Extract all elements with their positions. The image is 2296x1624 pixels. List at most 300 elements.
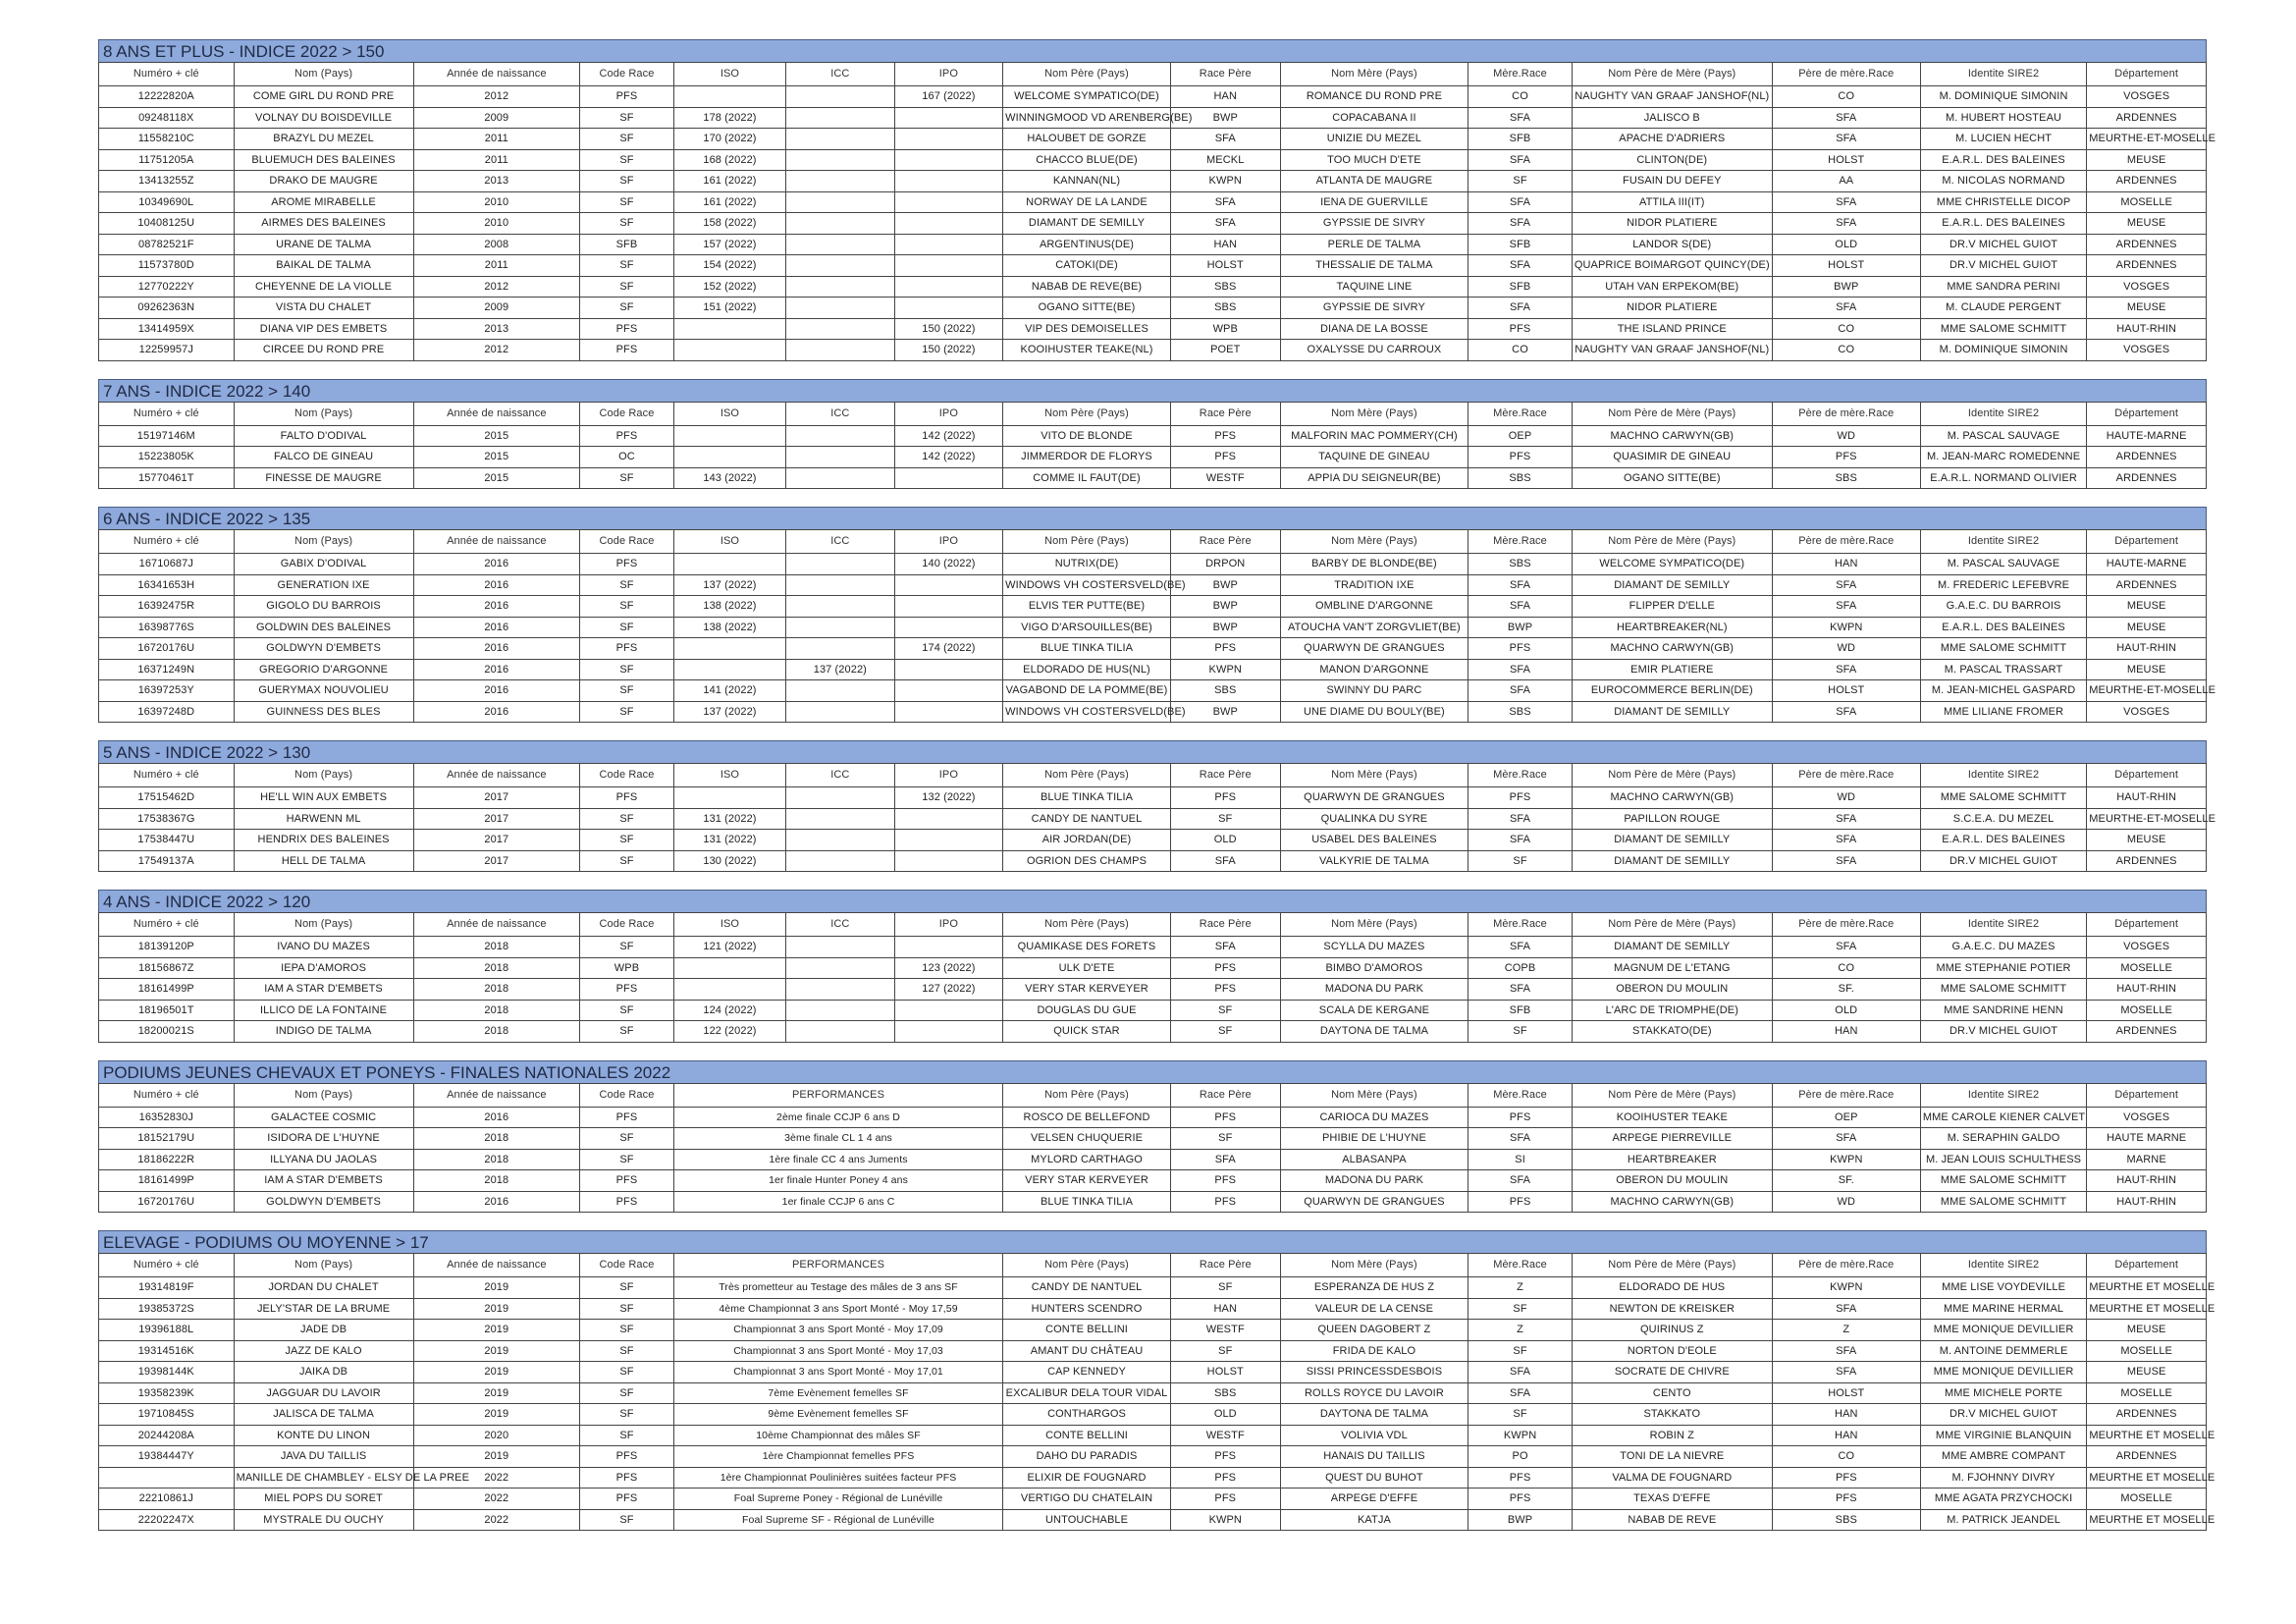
cell-annee-de-naissance[interactable]: 2016 xyxy=(413,638,580,660)
column-header-nom-pays[interactable]: Nom (Pays) xyxy=(234,402,413,425)
cell-numero-cle[interactable]: 18186222R xyxy=(99,1149,235,1170)
cell-icc[interactable] xyxy=(786,596,895,618)
cell-code-race[interactable]: SF xyxy=(580,937,674,958)
cell-departement[interactable]: ARDENNES xyxy=(2087,447,2207,468)
column-header-pere-de-mere-race[interactable]: Père de mère.Race xyxy=(1772,913,1920,937)
table-row[interactable] xyxy=(99,554,2207,575)
cell-annee-de-naissance[interactable]: 2018 xyxy=(413,979,580,1001)
cell-mere-race[interactable]: SFA xyxy=(1468,191,1573,213)
cell-nom-mere-pays[interactable]: USABEL DES BALEINES xyxy=(1280,830,1468,851)
cell-nom-pere-de-mere-pays[interactable]: L'ARC DE TRIOMPHE(DE) xyxy=(1572,1000,1772,1021)
column-header-race-pere[interactable]: Race Père xyxy=(1170,1254,1280,1277)
cell-iso[interactable] xyxy=(673,318,785,340)
cell-code-race[interactable]: SF xyxy=(580,129,674,150)
cell-mere-race[interactable]: PFS xyxy=(1468,1489,1573,1510)
column-header-nom-pere-de-mere-pays[interactable]: Nom Père de Mère (Pays) xyxy=(1572,63,1772,86)
cell-ipo[interactable] xyxy=(894,937,1003,958)
cell-numero-cle[interactable]: 22210861J xyxy=(99,1489,235,1510)
cell-departement[interactable]: HAUTE-MARNE xyxy=(2087,425,2207,447)
cell-race-pere[interactable]: SF xyxy=(1170,1000,1280,1021)
cell-nom-mere-pays[interactable]: THESSALIE DE TALMA xyxy=(1280,255,1468,277)
cell-numero-cle[interactable]: 16392475R xyxy=(99,596,235,618)
cell-code-race[interactable]: SF xyxy=(580,191,674,213)
column-header-annee-de-naissance[interactable]: Année de naissance xyxy=(413,402,580,425)
cell-departement[interactable]: ARDENNES xyxy=(2087,1021,2207,1043)
column-header-nom-pere-de-mere-pays[interactable]: Nom Père de Mère (Pays) xyxy=(1572,1254,1772,1277)
cell-departement[interactable]: MOSELLE xyxy=(2087,191,2207,213)
cell-mere-race[interactable]: SFA xyxy=(1468,596,1573,618)
cell-numero-cle[interactable]: 12770222Y xyxy=(99,276,235,298)
cell-ipo[interactable]: 142 (2022) xyxy=(894,425,1003,447)
cell-departement[interactable]: ARDENNES xyxy=(2087,234,2207,255)
cell-ipo[interactable] xyxy=(894,191,1003,213)
cell-race-pere[interactable]: SFA xyxy=(1170,191,1280,213)
cell-nom-pere-de-mere-pays[interactable]: TEXAS D'EFFE xyxy=(1572,1489,1772,1510)
cell-ipo[interactable] xyxy=(894,149,1003,171)
column-header-departement[interactable]: Département xyxy=(2087,1254,2207,1277)
cell-pere-de-mere-race[interactable]: SFA xyxy=(1772,107,1920,129)
cell-annee-de-naissance[interactable]: 2016 xyxy=(413,680,580,702)
cell-race-pere[interactable]: BWP xyxy=(1170,596,1280,618)
cell-identite-sire2[interactable]: MME SANDRINE HENN xyxy=(1920,1000,2087,1021)
cell-icc[interactable] xyxy=(786,979,895,1001)
cell-nom-pere-pays[interactable]: QUAMIKASE DES FORETS xyxy=(1003,937,1171,958)
cell-race-pere[interactable]: WESTF xyxy=(1170,1425,1280,1446)
cell-identite-sire2[interactable]: MME SALOME SCHMITT xyxy=(1920,638,2087,660)
cell-nom-mere-pays[interactable]: PERLE DE TALMA xyxy=(1280,234,1468,255)
cell-nom-mere-pays[interactable]: GYPSSIE DE SIVRY xyxy=(1280,213,1468,235)
cell-nom-pere-pays[interactable]: AMANT DU CHÂTEAU xyxy=(1003,1340,1171,1362)
cell-nom-pere-de-mere-pays[interactable]: DIAMANT DE SEMILLY xyxy=(1572,830,1772,851)
column-header-nom-pere-pays[interactable]: Nom Père (Pays) xyxy=(1003,1254,1171,1277)
cell-nom-pere-pays[interactable]: ELIXIR DE FOUGNARD xyxy=(1003,1467,1171,1489)
cell-performances[interactable]: 1ère finale CC 4 ans Juments xyxy=(673,1149,1002,1170)
cell-numero-cle[interactable]: 19314516K xyxy=(99,1340,235,1362)
column-header-iso[interactable]: ISO xyxy=(673,913,785,937)
cell-iso[interactable]: 138 (2022) xyxy=(673,617,785,638)
cell-icc[interactable] xyxy=(786,298,895,319)
cell-annee-de-naissance[interactable]: 2012 xyxy=(413,276,580,298)
cell-annee-de-naissance[interactable]: 2016 xyxy=(413,1107,580,1128)
cell-pere-de-mere-race[interactable]: PFS xyxy=(1772,447,1920,468)
cell-nom-mere-pays[interactable]: COPACABANA II xyxy=(1280,107,1468,129)
column-header-annee-de-naissance[interactable]: Année de naissance xyxy=(413,764,580,787)
cell-nom-pere-pays[interactable]: ARGENTINUS(DE) xyxy=(1003,234,1171,255)
cell-departement[interactable]: VOSGES xyxy=(2087,86,2207,108)
cell-pere-de-mere-race[interactable]: SFA xyxy=(1772,129,1920,150)
cell-departement[interactable]: HAUTE-MARNE xyxy=(2087,554,2207,575)
cell-icc[interactable] xyxy=(786,129,895,150)
cell-ipo[interactable] xyxy=(894,659,1003,680)
cell-annee-de-naissance[interactable]: 2016 xyxy=(413,574,580,596)
cell-annee-de-naissance[interactable]: 2019 xyxy=(413,1320,580,1341)
cell-departement[interactable]: MOSELLE xyxy=(2087,1340,2207,1362)
cell-nom-pere-de-mere-pays[interactable]: EMIR PLATIERE xyxy=(1572,659,1772,680)
column-header-identite-sire2[interactable]: Identite SIRE2 xyxy=(1920,1254,2087,1277)
cell-nom-pere-pays[interactable]: BLUE TINKA TILIA xyxy=(1003,1191,1171,1213)
cell-nom-pere-de-mere-pays[interactable]: SOCRATE DE CHIVRE xyxy=(1572,1362,1772,1383)
cell-code-race[interactable]: PFS xyxy=(580,1489,674,1510)
cell-annee-de-naissance[interactable]: 2022 xyxy=(413,1489,580,1510)
cell-pere-de-mere-race[interactable]: PFS xyxy=(1772,1467,1920,1489)
cell-identite-sire2[interactable]: M. CLAUDE PERGENT xyxy=(1920,298,2087,319)
cell-nom-pays[interactable]: COME GIRL DU ROND PRE xyxy=(234,86,413,108)
cell-race-pere[interactable]: SF xyxy=(1170,1277,1280,1299)
cell-departement[interactable]: MEUSE xyxy=(2087,617,2207,638)
cell-nom-pere-de-mere-pays[interactable]: UTAH VAN ERPEKOM(BE) xyxy=(1572,276,1772,298)
cell-numero-cle[interactable]: 16398776S xyxy=(99,617,235,638)
cell-nom-pere-pays[interactable]: HALOUBET DE GORZE xyxy=(1003,129,1171,150)
cell-identite-sire2[interactable]: E.A.R.L. DES BALEINES xyxy=(1920,149,2087,171)
cell-nom-pere-pays[interactable]: NUTRIX(DE) xyxy=(1003,554,1171,575)
cell-nom-mere-pays[interactable]: SISSI PRINCESSDESBOIS xyxy=(1280,1362,1468,1383)
column-header-nom-pays[interactable]: Nom (Pays) xyxy=(234,764,413,787)
cell-mere-race[interactable]: OEP xyxy=(1468,425,1573,447)
cell-nom-pere-de-mere-pays[interactable]: NIDOR PLATIERE xyxy=(1572,213,1772,235)
cell-departement[interactable]: MEURTHE ET MOSELLE xyxy=(2087,1277,2207,1299)
cell-pere-de-mere-race[interactable]: SF. xyxy=(1772,1170,1920,1192)
cell-nom-pere-pays[interactable]: BLUE TINKA TILIA xyxy=(1003,638,1171,660)
cell-performances[interactable]: 10ème Championnat des mâles SF xyxy=(673,1425,1002,1446)
cell-icc[interactable] xyxy=(786,447,895,468)
cell-race-pere[interactable]: HAN xyxy=(1170,234,1280,255)
cell-numero-cle[interactable]: 16397253Y xyxy=(99,680,235,702)
cell-race-pere[interactable]: WPB xyxy=(1170,318,1280,340)
cell-nom-mere-pays[interactable]: SCALA DE KERGANE xyxy=(1280,1000,1468,1021)
cell-icc[interactable] xyxy=(786,808,895,830)
cell-departement[interactable]: VOSGES xyxy=(2087,701,2207,723)
cell-mere-race[interactable]: SBS xyxy=(1468,701,1573,723)
cell-code-race[interactable]: PFS xyxy=(580,1191,674,1213)
column-header-iso[interactable]: ISO xyxy=(673,402,785,425)
cell-departement[interactable]: MEURTHE ET MOSELLE xyxy=(2087,1509,2207,1531)
table-row[interactable] xyxy=(99,191,2207,213)
cell-nom-pays[interactable]: BLUEMUCH DES BALEINES xyxy=(234,149,413,171)
cell-mere-race[interactable]: PFS xyxy=(1468,1467,1573,1489)
cell-race-pere[interactable]: SF xyxy=(1170,1128,1280,1150)
cell-icc[interactable] xyxy=(786,213,895,235)
cell-numero-cle[interactable]: 15197146M xyxy=(99,425,235,447)
cell-mere-race[interactable]: SFA xyxy=(1468,298,1573,319)
cell-pere-de-mere-race[interactable]: WD xyxy=(1772,425,1920,447)
table-row[interactable] xyxy=(99,234,2207,255)
cell-nom-pays[interactable]: ILLICO DE LA FONTAINE xyxy=(234,1000,413,1021)
cell-icc[interactable] xyxy=(786,107,895,129)
column-header-iso[interactable]: ISO xyxy=(673,63,785,86)
table-row[interactable] xyxy=(99,1107,2207,1128)
cell-nom-pere-pays[interactable]: WINDOWS VH COSTERSVELD(BE) xyxy=(1003,701,1171,723)
cell-annee-de-naissance[interactable]: 2019 xyxy=(413,1404,580,1426)
column-header-nom-pere-pays[interactable]: Nom Père (Pays) xyxy=(1003,1083,1171,1107)
cell-nom-pays[interactable]: JAZZ DE KALO xyxy=(234,1340,413,1362)
cell-code-race[interactable]: SF xyxy=(580,850,674,872)
cell-mere-race[interactable]: PFS xyxy=(1468,638,1573,660)
cell-nom-mere-pays[interactable]: TRADITION IXE xyxy=(1280,574,1468,596)
cell-identite-sire2[interactable]: E.A.R.L. NORMAND OLIVIER xyxy=(1920,467,2087,489)
cell-nom-pays[interactable]: GALACTEE COSMIC xyxy=(234,1107,413,1128)
cell-annee-de-naissance[interactable]: 2016 xyxy=(413,701,580,723)
cell-nom-pere-de-mere-pays[interactable]: ROBIN Z xyxy=(1572,1425,1772,1446)
cell-nom-pere-de-mere-pays[interactable]: NAUGHTY VAN GRAAF JANSHOF(NL) xyxy=(1572,340,1772,361)
table-row[interactable] xyxy=(99,680,2207,702)
cell-mere-race[interactable]: SF xyxy=(1468,1404,1573,1426)
cell-race-pere[interactable]: HOLST xyxy=(1170,255,1280,277)
cell-iso[interactable]: 138 (2022) xyxy=(673,596,785,618)
cell-nom-pays[interactable]: BAIKAL DE TALMA xyxy=(234,255,413,277)
column-header-pere-de-mere-race[interactable]: Père de mère.Race xyxy=(1772,1254,1920,1277)
cell-ipo[interactable]: 140 (2022) xyxy=(894,554,1003,575)
column-header-numero-cle[interactable]: Numéro + clé xyxy=(99,764,235,787)
cell-pere-de-mere-race[interactable]: BWP xyxy=(1772,276,1920,298)
cell-mere-race[interactable]: SF xyxy=(1468,1021,1573,1043)
table-row[interactable] xyxy=(99,1425,2207,1446)
cell-nom-pere-pays[interactable]: OGRION DES CHAMPS xyxy=(1003,850,1171,872)
cell-nom-pays[interactable]: JAIKA DB xyxy=(234,1362,413,1383)
table-row[interactable] xyxy=(99,808,2207,830)
cell-ipo[interactable] xyxy=(894,298,1003,319)
cell-identite-sire2[interactable]: MME SANDRA PERINI xyxy=(1920,276,2087,298)
cell-pere-de-mere-race[interactable]: CO xyxy=(1772,340,1920,361)
cell-nom-pere-pays[interactable]: DOUGLAS DU GUE xyxy=(1003,1000,1171,1021)
cell-nom-pays[interactable]: JALISCA DE TALMA xyxy=(234,1404,413,1426)
cell-icc[interactable] xyxy=(786,1000,895,1021)
cell-identite-sire2[interactable]: DR.V MICHEL GUIOT xyxy=(1920,1404,2087,1426)
column-header-mere-race[interactable]: Mère.Race xyxy=(1468,1254,1573,1277)
column-header-ipo[interactable]: IPO xyxy=(894,63,1003,86)
table-row[interactable] xyxy=(99,255,2207,277)
cell-ipo[interactable] xyxy=(894,171,1003,192)
cell-nom-pays[interactable]: HARWENN ML xyxy=(234,808,413,830)
cell-performances[interactable]: 7ème Evènement femelles SF xyxy=(673,1382,1002,1404)
table-row[interactable] xyxy=(99,129,2207,150)
cell-nom-pays[interactable]: IEPA D'AMOROS xyxy=(234,957,413,979)
cell-nom-mere-pays[interactable]: QUARWYN DE GRANGUES xyxy=(1280,638,1468,660)
cell-code-race[interactable]: SF xyxy=(580,1277,674,1299)
cell-nom-pere-pays[interactable]: UNTOUCHABLE xyxy=(1003,1509,1171,1531)
cell-nom-pays[interactable]: JAGGUAR DU LAVOIR xyxy=(234,1382,413,1404)
cell-departement[interactable]: HAUT-RHIN xyxy=(2087,1191,2207,1213)
cell-nom-pays[interactable]: BRAZYL DU MEZEL xyxy=(234,129,413,150)
cell-pere-de-mere-race[interactable]: SFA xyxy=(1772,1128,1920,1150)
cell-nom-pere-de-mere-pays[interactable]: DIAMANT DE SEMILLY xyxy=(1572,574,1772,596)
column-header-nom-mere-pays[interactable]: Nom Mère (Pays) xyxy=(1280,913,1468,937)
cell-mere-race[interactable]: SFB xyxy=(1468,276,1573,298)
table-row[interactable] xyxy=(99,1128,2207,1150)
cell-icc[interactable] xyxy=(786,318,895,340)
cell-race-pere[interactable]: PFS xyxy=(1170,1107,1280,1128)
cell-iso[interactable]: 131 (2022) xyxy=(673,830,785,851)
cell-numero-cle[interactable]: 18161499P xyxy=(99,979,235,1001)
cell-numero-cle[interactable]: 19385372S xyxy=(99,1298,235,1320)
cell-race-pere[interactable]: SBS xyxy=(1170,276,1280,298)
cell-pere-de-mere-race[interactable]: HOLST xyxy=(1772,1382,1920,1404)
table-row[interactable] xyxy=(99,574,2207,596)
column-header-identite-sire2[interactable]: Identite SIRE2 xyxy=(1920,63,2087,86)
column-header-mere-race[interactable]: Mère.Race xyxy=(1468,530,1573,554)
cell-nom-pays[interactable]: HELL DE TALMA xyxy=(234,850,413,872)
cell-ipo[interactable] xyxy=(894,255,1003,277)
cell-numero-cle[interactable]: 10349690L xyxy=(99,191,235,213)
column-header-nom-pere-pays[interactable]: Nom Père (Pays) xyxy=(1003,913,1171,937)
cell-annee-de-naissance[interactable]: 2018 xyxy=(413,1149,580,1170)
cell-nom-mere-pays[interactable]: ROLLS ROYCE DU LAVOIR xyxy=(1280,1382,1468,1404)
cell-nom-pere-pays[interactable]: VERY STAR KERVEYER xyxy=(1003,1170,1171,1192)
cell-mere-race[interactable]: Z xyxy=(1468,1320,1573,1341)
cell-nom-pays[interactable]: GIGOLO DU BARROIS xyxy=(234,596,413,618)
cell-code-race[interactable]: SF xyxy=(580,659,674,680)
cell-performances[interactable]: 1ère Championnat femelles PFS xyxy=(673,1446,1002,1468)
cell-nom-pays[interactable]: IAM A STAR D'EMBETS xyxy=(234,1170,413,1192)
cell-ipo[interactable] xyxy=(894,850,1003,872)
table-row[interactable] xyxy=(99,1340,2207,1362)
cell-nom-mere-pays[interactable]: TAQUINE LINE xyxy=(1280,276,1468,298)
table-row[interactable] xyxy=(99,830,2207,851)
cell-numero-cle[interactable]: 15770461T xyxy=(99,467,235,489)
cell-nom-mere-pays[interactable]: PHIBIE DE L'HUYNE xyxy=(1280,1128,1468,1150)
cell-iso[interactable]: 121 (2022) xyxy=(673,937,785,958)
column-header-nom-pere-de-mere-pays[interactable]: Nom Père de Mère (Pays) xyxy=(1572,913,1772,937)
cell-nom-pere-pays[interactable]: AIR JORDAN(DE) xyxy=(1003,830,1171,851)
cell-nom-mere-pays[interactable]: BARBY DE BLONDE(BE) xyxy=(1280,554,1468,575)
cell-code-race[interactable]: PFS xyxy=(580,1467,674,1489)
cell-code-race[interactable]: SF xyxy=(580,1320,674,1341)
cell-identite-sire2[interactable]: M. JEAN LOUIS SCHULTHESS xyxy=(1920,1149,2087,1170)
column-header-nom-mere-pays[interactable]: Nom Mère (Pays) xyxy=(1280,530,1468,554)
cell-nom-pere-pays[interactable]: CANDY DE NANTUEL xyxy=(1003,808,1171,830)
cell-icc[interactable] xyxy=(786,638,895,660)
cell-pere-de-mere-race[interactable]: Z xyxy=(1772,1320,1920,1341)
cell-nom-pere-pays[interactable]: ULK D'ETE xyxy=(1003,957,1171,979)
cell-nom-pere-pays[interactable]: COMME IL FAUT(DE) xyxy=(1003,467,1171,489)
cell-mere-race[interactable]: SFA xyxy=(1468,979,1573,1001)
cell-code-race[interactable]: SF xyxy=(580,808,674,830)
cell-code-race[interactable]: PFS xyxy=(580,86,674,108)
cell-code-race[interactable]: SF xyxy=(580,1362,674,1383)
cell-nom-pays[interactable]: MIEL POPS DU SORET xyxy=(234,1489,413,1510)
cell-race-pere[interactable]: SBS xyxy=(1170,680,1280,702)
column-header-iso[interactable]: ISO xyxy=(673,764,785,787)
cell-identite-sire2[interactable]: M. DOMINIQUE SIMONIN xyxy=(1920,86,2087,108)
cell-nom-pere-pays[interactable]: VAGABOND DE LA POMME(BE) xyxy=(1003,680,1171,702)
table-row[interactable] xyxy=(99,659,2207,680)
cell-nom-pere-de-mere-pays[interactable]: NIDOR PLATIERE xyxy=(1572,298,1772,319)
cell-departement[interactable]: MOSELLE xyxy=(2087,1000,2207,1021)
cell-departement[interactable]: MEUSE xyxy=(2087,1362,2207,1383)
cell-ipo[interactable] xyxy=(894,574,1003,596)
cell-nom-pere-pays[interactable]: EXCALIBUR DELA TOUR VIDAL xyxy=(1003,1382,1171,1404)
cell-mere-race[interactable]: PFS xyxy=(1468,1191,1573,1213)
cell-nom-pere-de-mere-pays[interactable]: LANDOR S(DE) xyxy=(1572,234,1772,255)
cell-departement[interactable]: VOSGES xyxy=(2087,340,2207,361)
column-header-pere-de-mere-race[interactable]: Père de mère.Race xyxy=(1772,402,1920,425)
cell-annee-de-naissance[interactable]: 2013 xyxy=(413,171,580,192)
cell-code-race[interactable]: SFB xyxy=(580,234,674,255)
cell-iso[interactable] xyxy=(673,86,785,108)
cell-nom-pere-de-mere-pays[interactable]: ELDORADO DE HUS xyxy=(1572,1277,1772,1299)
cell-numero-cle[interactable]: 13414959X xyxy=(99,318,235,340)
cell-nom-pere-de-mere-pays[interactable]: OBERON DU MOULIN xyxy=(1572,979,1772,1001)
column-header-performances[interactable]: PERFORMANCES xyxy=(673,1254,1002,1277)
cell-code-race[interactable]: SF xyxy=(580,276,674,298)
column-header-race-pere[interactable]: Race Père xyxy=(1170,1083,1280,1107)
cell-numero-cle[interactable]: 16371249N xyxy=(99,659,235,680)
cell-mere-race[interactable]: SFB xyxy=(1468,234,1573,255)
table-row[interactable] xyxy=(99,298,2207,319)
cell-iso[interactable]: 154 (2022) xyxy=(673,255,785,277)
cell-annee-de-naissance[interactable]: 2019 xyxy=(413,1298,580,1320)
cell-nom-pays[interactable]: JORDAN DU CHALET xyxy=(234,1277,413,1299)
cell-nom-pays[interactable]: JAVA DU TAILLIS xyxy=(234,1446,413,1468)
cell-nom-mere-pays[interactable]: QUEST DU BUHOT xyxy=(1280,1467,1468,1489)
cell-numero-cle[interactable]: 09262363N xyxy=(99,298,235,319)
cell-identite-sire2[interactable]: M. DOMINIQUE SIMONIN xyxy=(1920,340,2087,361)
cell-icc[interactable] xyxy=(786,149,895,171)
cell-mere-race[interactable]: BWP xyxy=(1468,617,1573,638)
table-row[interactable] xyxy=(99,1021,2207,1043)
cell-nom-mere-pays[interactable]: VALEUR DE LA CENSE xyxy=(1280,1298,1468,1320)
cell-iso[interactable]: 152 (2022) xyxy=(673,276,785,298)
table-row[interactable] xyxy=(99,1404,2207,1426)
cell-pere-de-mere-race[interactable]: CO xyxy=(1772,86,1920,108)
column-header-departement[interactable]: Département xyxy=(2087,402,2207,425)
cell-identite-sire2[interactable]: DR.V MICHEL GUIOT xyxy=(1920,234,2087,255)
cell-nom-pere-de-mere-pays[interactable]: DIAMANT DE SEMILLY xyxy=(1572,937,1772,958)
cell-numero-cle[interactable]: 19396188L xyxy=(99,1320,235,1341)
column-header-code-race[interactable]: Code Race xyxy=(580,913,674,937)
cell-departement[interactable]: MEUSE xyxy=(2087,830,2207,851)
cell-annee-de-naissance[interactable]: 2018 xyxy=(413,1021,580,1043)
cell-icc[interactable] xyxy=(786,171,895,192)
cell-code-race[interactable]: SF xyxy=(580,1425,674,1446)
cell-mere-race[interactable]: SF xyxy=(1468,850,1573,872)
cell-race-pere[interactable]: HOLST xyxy=(1170,1362,1280,1383)
cell-nom-pere-pays[interactable]: CHACCO BLUE(DE) xyxy=(1003,149,1171,171)
cell-race-pere[interactable]: OLD xyxy=(1170,1404,1280,1426)
cell-icc[interactable] xyxy=(786,191,895,213)
cell-race-pere[interactable]: BWP xyxy=(1170,617,1280,638)
cell-nom-pere-de-mere-pays[interactable]: WELCOME SYMPATICO(DE) xyxy=(1572,554,1772,575)
column-header-identite-sire2[interactable]: Identite SIRE2 xyxy=(1920,913,2087,937)
cell-nom-pays[interactable]: AROME MIRABELLE xyxy=(234,191,413,213)
cell-annee-de-naissance[interactable]: 2016 xyxy=(413,1191,580,1213)
cell-nom-mere-pays[interactable]: ALBASANPA xyxy=(1280,1149,1468,1170)
cell-nom-pays[interactable]: HE'LL WIN AUX EMBETS xyxy=(234,787,413,809)
cell-race-pere[interactable]: BWP xyxy=(1170,701,1280,723)
cell-mere-race[interactable]: CO xyxy=(1468,86,1573,108)
cell-nom-mere-pays[interactable]: KATJA xyxy=(1280,1509,1468,1531)
cell-nom-pere-pays[interactable]: VITO DE BLONDE xyxy=(1003,425,1171,447)
cell-mere-race[interactable]: COPB xyxy=(1468,957,1573,979)
cell-nom-pays[interactable]: IVANO DU MAZES xyxy=(234,937,413,958)
table-row[interactable] xyxy=(99,1362,2207,1383)
cell-nom-pere-pays[interactable]: NORWAY DE LA LANDE xyxy=(1003,191,1171,213)
column-header-mere-race[interactable]: Mère.Race xyxy=(1468,402,1573,425)
cell-numero-cle[interactable]: 22202247X xyxy=(99,1509,235,1531)
cell-annee-de-naissance[interactable]: 2011 xyxy=(413,129,580,150)
cell-nom-pere-pays[interactable]: VIGO D'ARSOUILLES(BE) xyxy=(1003,617,1171,638)
cell-pere-de-mere-race[interactable]: SFA xyxy=(1772,937,1920,958)
cell-annee-de-naissance[interactable]: 2015 xyxy=(413,447,580,468)
cell-nom-pere-de-mere-pays[interactable]: HEARTBREAKER xyxy=(1572,1149,1772,1170)
table-row[interactable] xyxy=(99,1382,2207,1404)
cell-nom-mere-pays[interactable]: DIANA DE LA BOSSE xyxy=(1280,318,1468,340)
cell-nom-pere-de-mere-pays[interactable]: QUAPRICE BOIMARGOT QUINCY(DE) xyxy=(1572,255,1772,277)
cell-race-pere[interactable]: KWPN xyxy=(1170,171,1280,192)
cell-icc[interactable] xyxy=(786,425,895,447)
cell-departement[interactable]: ARDENNES xyxy=(2087,107,2207,129)
cell-nom-pays[interactable]: ISIDORA DE L'HUYNE xyxy=(234,1128,413,1150)
cell-code-race[interactable]: SF xyxy=(580,213,674,235)
